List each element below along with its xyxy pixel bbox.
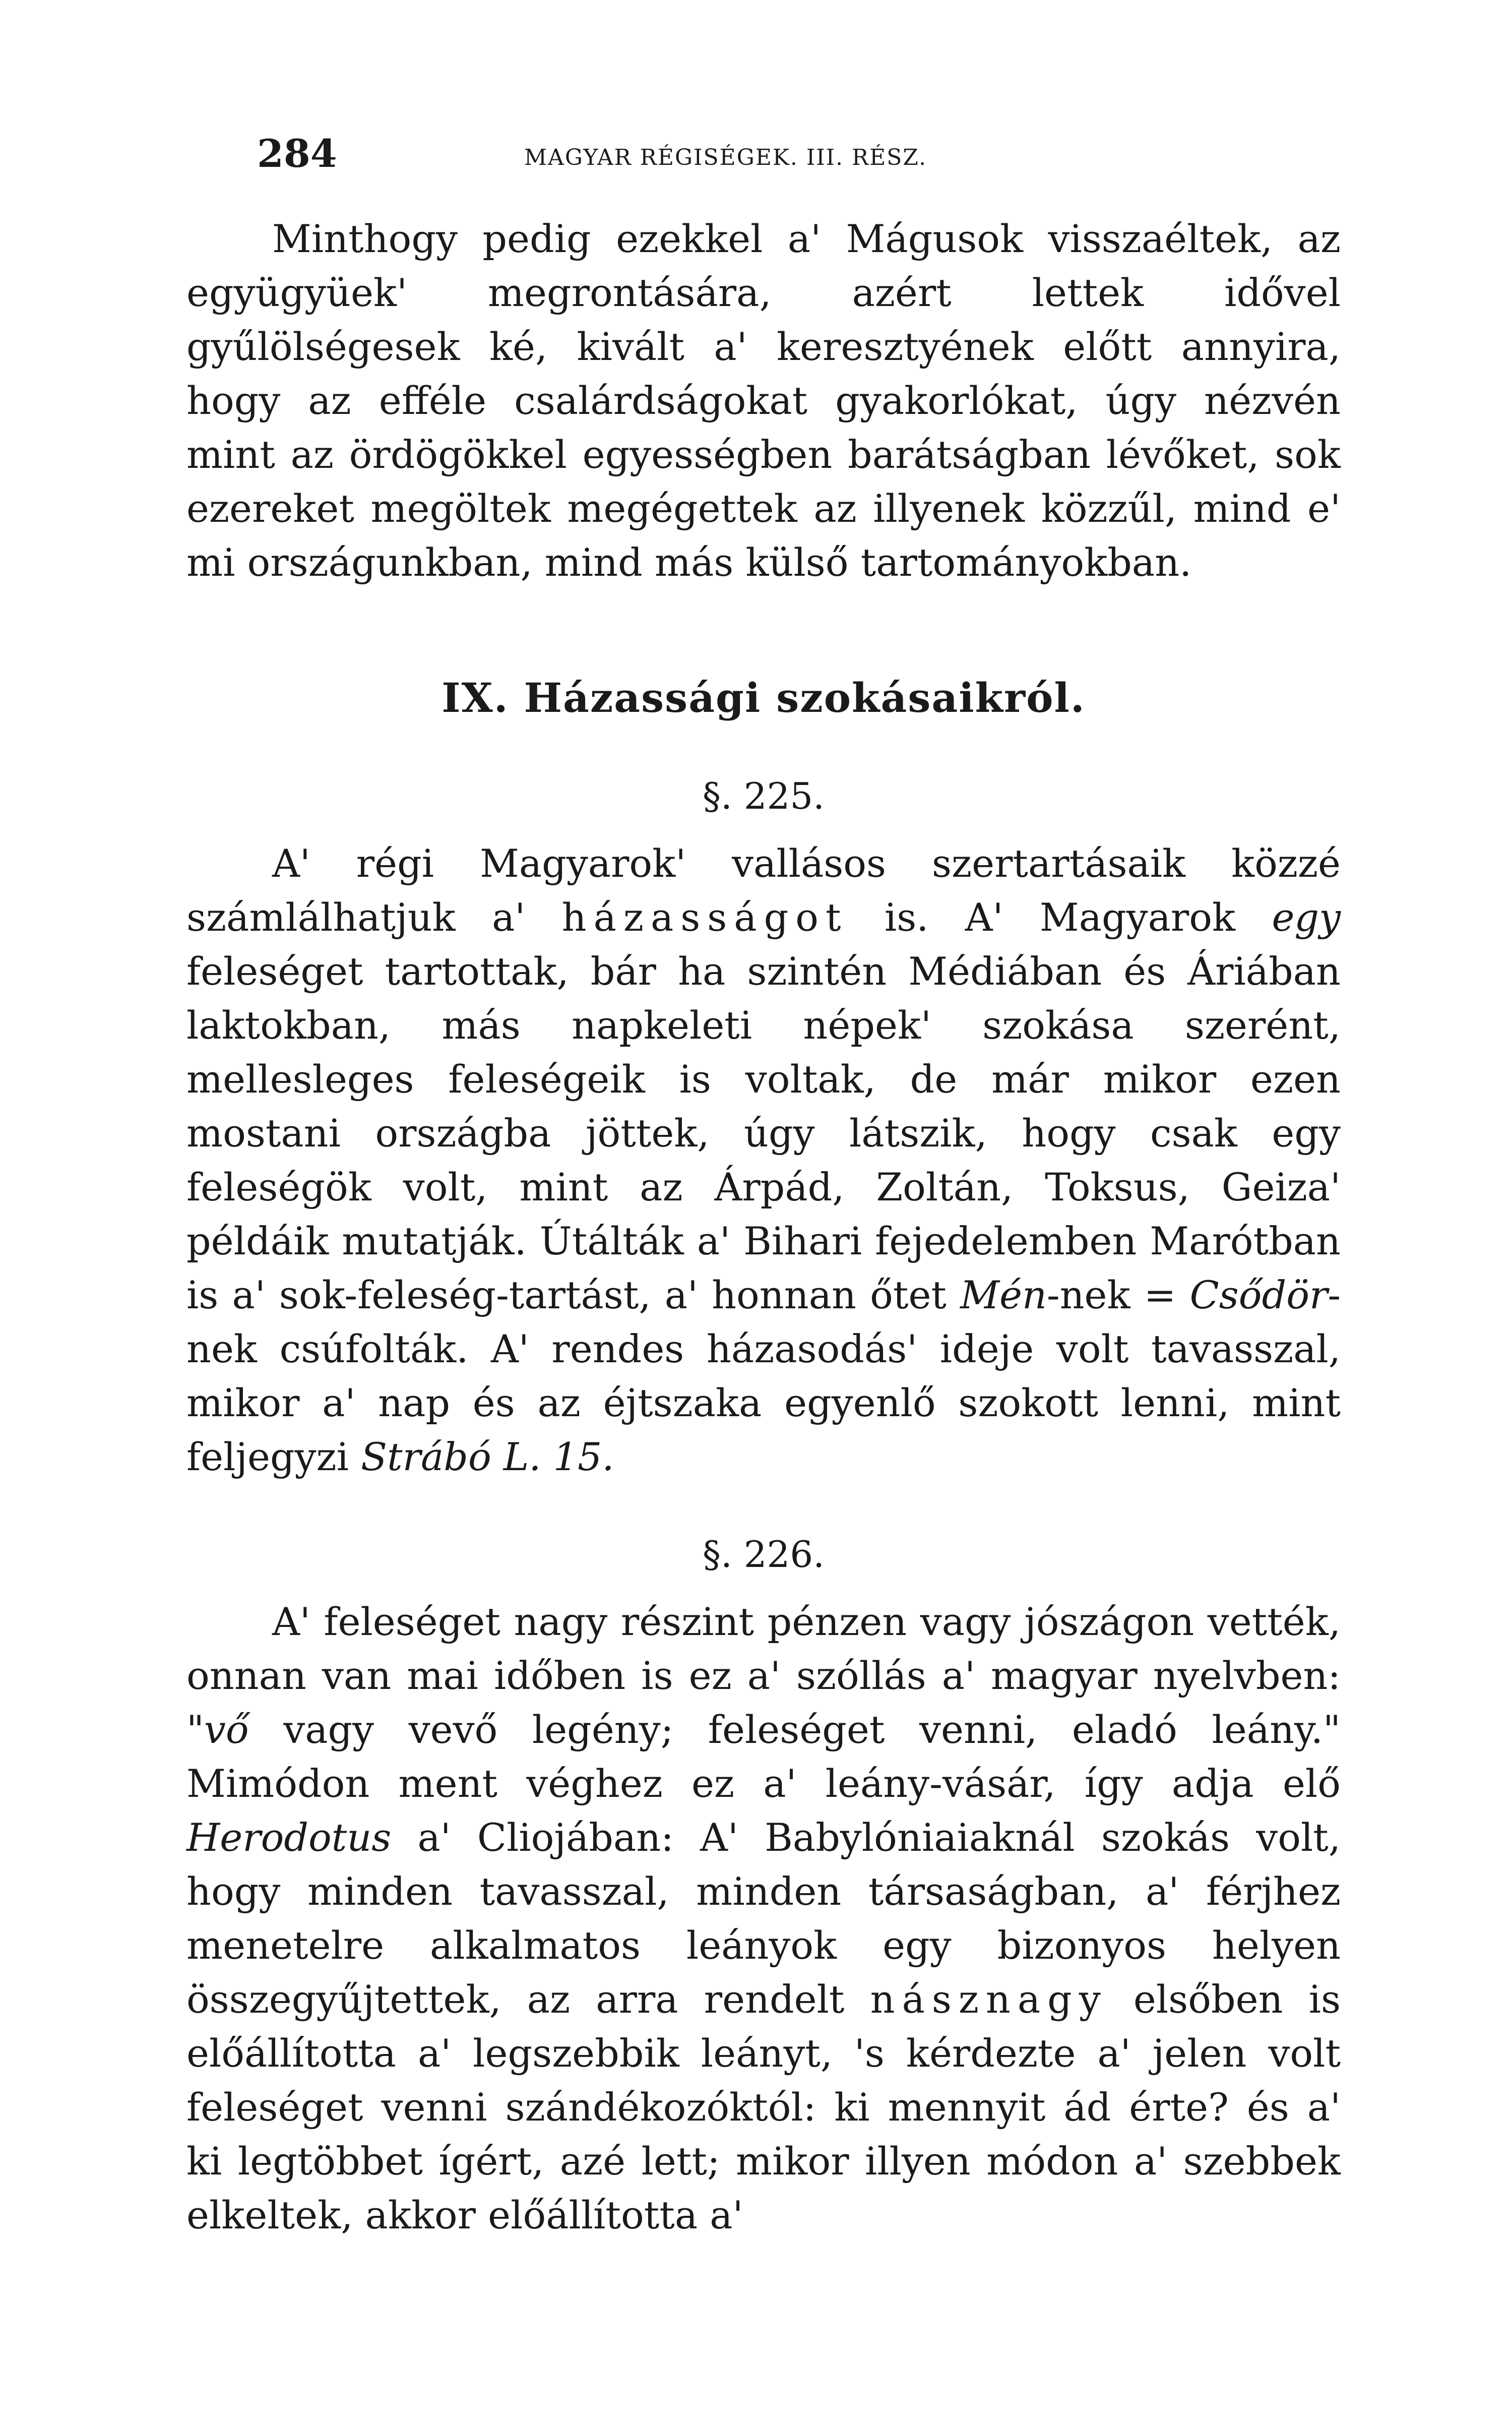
text-run: a' Cliojában: A' Babylóniaiaknál szokás volt, hogy minden tavasszal, minden társaságban, a' férjhez menetelre alkalmatos leányok egy bizonyos helyen összegyűjtettek, az arra rendelt [186, 1815, 1341, 2022]
spaced-term: násznagy [870, 1977, 1108, 2022]
italic-term: Csődör [1189, 1273, 1328, 1317]
text-run: feleséget tartottak, bár ha szintén Médiában és Áriában laktokban, más napkeleti népek' szokása szerént, mellesleges feleségeik is voltak, de már mikor ezen mostani országba jöttek, úgy látszik, hogy csak egy feleségök volt, mint az Árpád, Zoltán, Toksus, Geiza' példáik mutatják. Útálták a' Bihari fejedelemben Marótban is a' sok-feleség-tartást, a' honnan őtet [186, 949, 1341, 1317]
section-mark-226: §. 226. [702, 1533, 825, 1576]
section-mark-225: §. 225. [702, 775, 825, 817]
text-run: A' feleséget nagy részint pénzen vagy jószágon vették, onnan van mai időben is ez a' szóllás a' magyar nyelvben: " [186, 1599, 1341, 1752]
intro-paragraph: Minthogy pedig ezekkel a' Mágusok visszaéltek, az együgyüek' megrontására, azért lettek idővel gyűlölségesek ké, kivált a' keresztyének előtt annyira, hogy az efféle csalárdságokat gyakorlókat, úgy nézvén mint az ördögökkel egyességben barátságban lévőket, sok ezereket megöltek megégettek az illyenek közzűl, mind e' mi országunkban, mind más külső tartományokban. [186, 216, 1341, 585]
book-page [186, 131, 1341, 2349]
text-run: -nek csúfolták. A' rendes házasodás' ideje volt tavasszal, mikor a' nap és az éjtszaka egyenlő szokott lenni, mint feljegyzi [186, 1273, 1341, 1479]
chapter-title: Házassági szokásaikról. [524, 674, 1086, 721]
spaced-term: házasságot [561, 895, 848, 940]
citation: Strábó L. 15. [361, 1434, 614, 1479]
chapter-heading [186, 670, 1341, 725]
text-run: -nek = [1046, 1273, 1190, 1317]
page-number: 284 [257, 131, 337, 176]
italic-term: Mén [960, 1273, 1047, 1317]
italic-term: vő [204, 1707, 249, 1752]
italic-term: egy [1272, 895, 1341, 940]
running-head [186, 131, 1341, 187]
running-title: MAGYAR RÉGISÉGEK. III. RÉSZ. [524, 145, 927, 170]
text-run: elsőben is előállította a' legszebbik leányt, 's kérdezte a' jelen volt feleséget venni szándékozóktól: ki mennyit ád érte? és a' ki legtöbbet ígért, azé lett; mikor illyen módon a' szebbek elkeltek, akkor előállította a' [186, 1977, 1341, 2237]
section-225-paragraph [186, 836, 1341, 1484]
section-226-paragraph [186, 1595, 1341, 2242]
italic-author: Herodotus [186, 1815, 392, 1860]
text-run: A' régi Magyarok' vallásos szertartásaik közzé számlálhatjuk a' [186, 841, 1341, 940]
text-run: is. A' Magyarok [848, 895, 1272, 940]
chapter-number: IX. [442, 674, 509, 721]
text-run: vagy vevő legény; feleséget venni, eladó leány." Mimódon ment véghez ez a' leány-vásár, így adja elő [186, 1707, 1341, 1806]
